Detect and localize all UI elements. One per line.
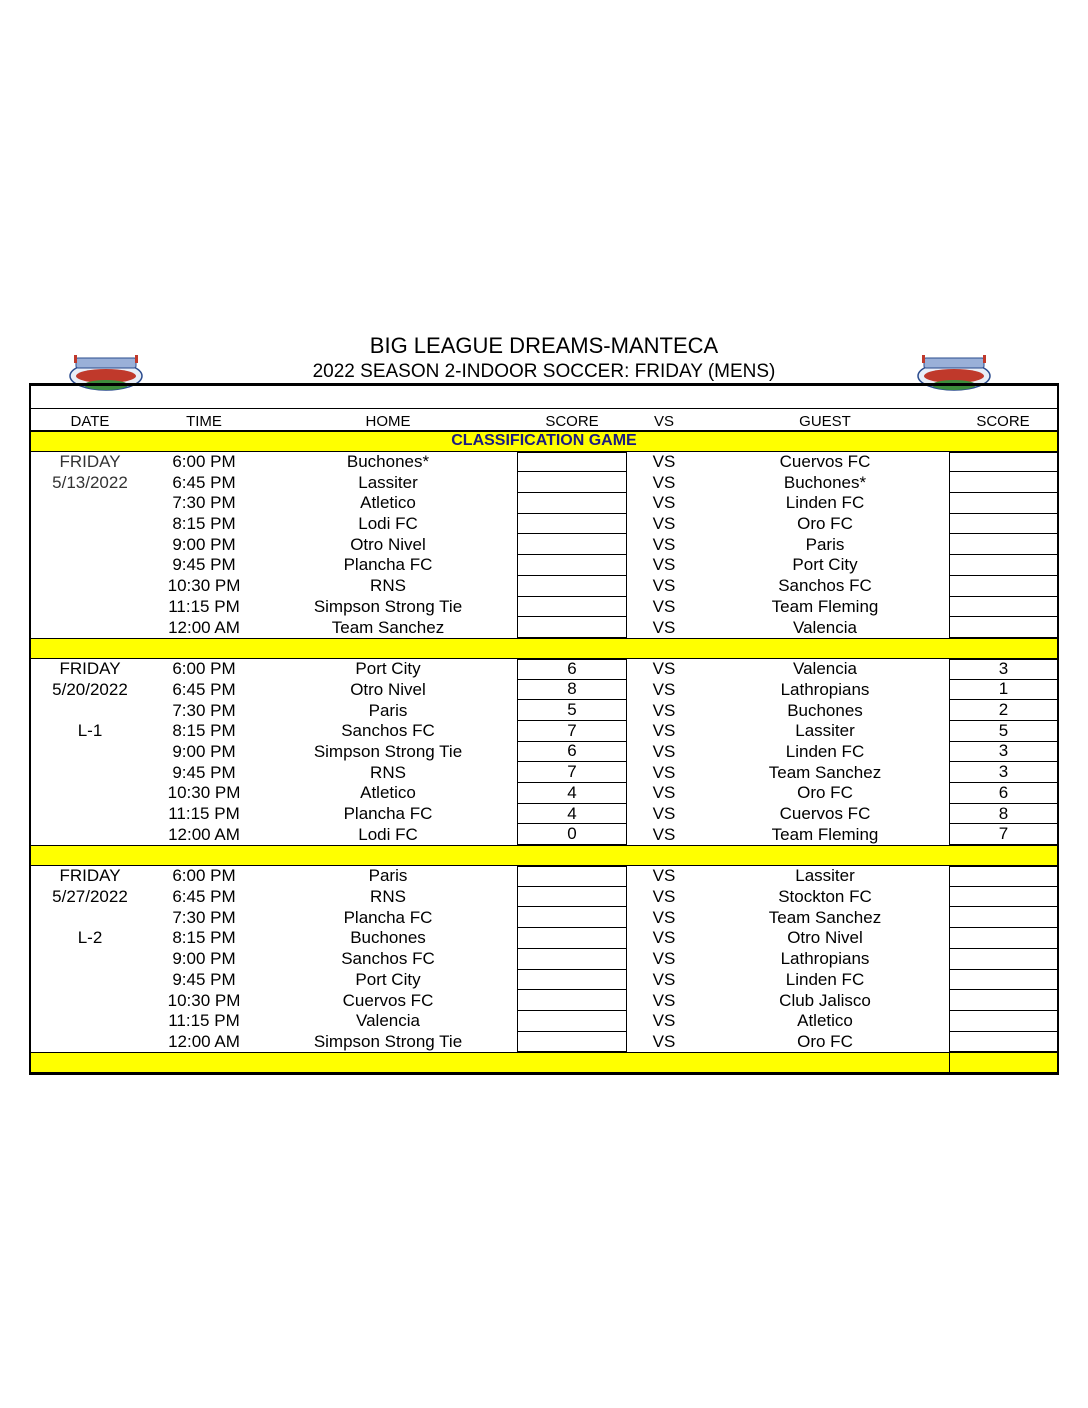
home-score: 6 bbox=[517, 659, 627, 680]
home-team: Simpson Strong Tie bbox=[313, 596, 463, 616]
game-row bbox=[31, 762, 1057, 783]
guest-score bbox=[949, 576, 1057, 597]
vs-label: VS bbox=[652, 679, 676, 699]
week-day: FRIDAY bbox=[59, 659, 121, 679]
game-row bbox=[31, 617, 1057, 638]
date-spacer bbox=[31, 762, 149, 783]
date-spacer bbox=[31, 617, 149, 638]
vs-label: VS bbox=[652, 804, 676, 824]
home-team: Paris bbox=[368, 866, 408, 886]
guest-team: Team Fleming bbox=[771, 824, 879, 844]
game-row bbox=[31, 928, 1057, 949]
date-spacer bbox=[31, 534, 149, 555]
guest-team: Cuervos FC bbox=[779, 452, 871, 472]
game-row bbox=[31, 493, 1057, 514]
guest-team: Paris bbox=[805, 534, 845, 554]
game-row bbox=[31, 866, 1057, 887]
home-team: Atletico bbox=[360, 783, 416, 803]
guest-team: Lassiter bbox=[795, 721, 855, 741]
guest-score: 3 bbox=[949, 762, 1057, 783]
guest-score bbox=[949, 949, 1057, 970]
vs-label: VS bbox=[652, 576, 676, 596]
home-team: Sanchos FC bbox=[341, 721, 435, 741]
game-row bbox=[31, 576, 1057, 597]
game-row bbox=[31, 452, 1057, 473]
home-score bbox=[517, 617, 627, 638]
home-score bbox=[517, 990, 627, 1011]
home-team: Valencia bbox=[356, 1011, 420, 1031]
home-team: Otro Nivel bbox=[350, 534, 426, 554]
home-score bbox=[517, 887, 627, 908]
guest-team: Buchones* bbox=[783, 472, 867, 492]
guest-team: Port City bbox=[792, 555, 858, 575]
vs-label: VS bbox=[652, 659, 676, 679]
guest-team: Atletico bbox=[797, 1011, 853, 1031]
vs-label: VS bbox=[652, 534, 676, 554]
game-time: 6:00 PM bbox=[172, 659, 236, 679]
game-time: 6:00 PM bbox=[172, 452, 236, 472]
home-team: Plancha FC bbox=[343, 907, 433, 927]
game-time: 9:00 PM bbox=[172, 534, 236, 554]
guest-team: Club Jalisco bbox=[779, 990, 871, 1010]
vs-label: VS bbox=[652, 762, 676, 782]
game-row bbox=[31, 783, 1057, 804]
col-time: TIME bbox=[186, 412, 222, 430]
home-team: Otro Nivel bbox=[350, 679, 426, 699]
game-time: 9:45 PM bbox=[172, 762, 236, 782]
guest-team: Linden FC bbox=[785, 969, 865, 989]
game-row bbox=[31, 700, 1057, 721]
home-team: RNS bbox=[370, 887, 406, 907]
schedule-table bbox=[29, 386, 1059, 1075]
date-spacer bbox=[31, 597, 149, 618]
week-date: 5/13/2022 bbox=[52, 472, 128, 492]
date-spacer bbox=[31, 1011, 149, 1032]
game-row bbox=[31, 804, 1057, 825]
home-team: Lassiter bbox=[358, 472, 418, 492]
home-team: Team Sanchez bbox=[331, 617, 445, 637]
guest-team: Cuervos FC bbox=[779, 804, 871, 824]
vs-label: VS bbox=[652, 887, 676, 907]
vs-label: VS bbox=[652, 1031, 676, 1051]
game-row bbox=[31, 1011, 1057, 1032]
guest-team: Lathropians bbox=[780, 949, 870, 969]
vs-label: VS bbox=[652, 1011, 676, 1031]
week-label: L-2 bbox=[77, 928, 103, 948]
home-team: Buchones bbox=[350, 928, 426, 948]
vs-label: VS bbox=[652, 596, 676, 616]
guest-team: Valencia bbox=[793, 659, 857, 679]
game-row bbox=[31, 742, 1057, 763]
guest-score bbox=[949, 452, 1057, 473]
blank-row bbox=[31, 386, 1057, 409]
guest-score bbox=[949, 493, 1057, 514]
weeks bbox=[31, 452, 1057, 1074]
date-spacer bbox=[31, 576, 149, 597]
game-time: 12:00 AM bbox=[168, 1031, 240, 1051]
guest-score bbox=[949, 617, 1057, 638]
vs-label: VS bbox=[652, 721, 676, 741]
guest-score: 2 bbox=[949, 700, 1057, 721]
vs-label: VS bbox=[652, 452, 676, 472]
game-time: 9:00 PM bbox=[172, 949, 236, 969]
game-row bbox=[31, 555, 1057, 576]
week-label bbox=[31, 514, 149, 535]
game-time: 12:00 AM bbox=[168, 824, 240, 844]
guest-team: Sanchos FC bbox=[778, 576, 872, 596]
date-spacer bbox=[31, 824, 149, 845]
home-team: Port City bbox=[355, 969, 421, 989]
guest-score bbox=[949, 534, 1057, 555]
vs-label: VS bbox=[652, 866, 676, 886]
guest-team: Lathropians bbox=[780, 679, 870, 699]
guest-team: Linden FC bbox=[785, 741, 865, 761]
col-vs: VS bbox=[653, 412, 674, 430]
vs-label: VS bbox=[652, 514, 676, 534]
game-row bbox=[31, 970, 1057, 991]
vs-label: VS bbox=[652, 949, 676, 969]
game-time: 9:45 PM bbox=[172, 555, 236, 575]
week-day: FRIDAY bbox=[59, 866, 121, 886]
game-time: 9:45 PM bbox=[172, 969, 236, 989]
vs-label: VS bbox=[652, 700, 676, 720]
home-score bbox=[517, 907, 627, 928]
home-team: Sanchos FC bbox=[341, 949, 435, 969]
game-row bbox=[31, 824, 1057, 845]
game-time: 10:30 PM bbox=[167, 783, 241, 803]
home-score bbox=[517, 949, 627, 970]
game-time: 7:30 PM bbox=[172, 493, 236, 513]
date-spacer bbox=[31, 555, 149, 576]
game-row bbox=[31, 907, 1057, 928]
home-score bbox=[517, 1032, 627, 1053]
game-row bbox=[31, 659, 1057, 680]
classification-banner bbox=[31, 431, 1057, 452]
guest-team: Buchones bbox=[787, 700, 863, 720]
guest-score: 3 bbox=[949, 742, 1057, 763]
game-time: 6:45 PM bbox=[172, 472, 236, 492]
week-separator bbox=[31, 845, 1057, 866]
guest-score: 8 bbox=[949, 804, 1057, 825]
guest-score bbox=[949, 907, 1057, 928]
vs-label: VS bbox=[652, 969, 676, 989]
date-spacer bbox=[31, 742, 149, 763]
home-score bbox=[517, 1011, 627, 1032]
guest-team: Stockton FC bbox=[778, 887, 872, 907]
col-home-score: SCORE bbox=[545, 412, 599, 430]
date-spacer bbox=[31, 700, 149, 721]
home-team: Paris bbox=[368, 700, 408, 720]
guest-team: Otro Nivel bbox=[787, 928, 863, 948]
week-day: FRIDAY bbox=[59, 452, 121, 472]
home-score bbox=[517, 970, 627, 991]
game-time: 8:15 PM bbox=[172, 928, 236, 948]
game-row bbox=[31, 990, 1057, 1011]
guest-team: Valencia bbox=[793, 617, 857, 637]
guest-score: 3 bbox=[949, 659, 1057, 680]
vs-label: VS bbox=[652, 741, 676, 761]
vs-label: VS bbox=[652, 555, 676, 575]
guest-score bbox=[949, 1032, 1057, 1053]
game-time: 10:30 PM bbox=[167, 576, 241, 596]
guest-score bbox=[949, 866, 1057, 887]
game-row bbox=[31, 887, 1057, 908]
guest-score: 1 bbox=[949, 680, 1057, 701]
guest-score: 6 bbox=[949, 783, 1057, 804]
guest-score bbox=[949, 928, 1057, 949]
home-team: Lodi FC bbox=[358, 824, 418, 844]
guest-team: Team Fleming bbox=[771, 596, 879, 616]
date-spacer bbox=[31, 990, 149, 1011]
home-team: Simpson Strong Tie bbox=[313, 1031, 463, 1051]
game-time: 11:15 PM bbox=[168, 804, 240, 824]
home-score bbox=[517, 514, 627, 535]
vs-label: VS bbox=[652, 824, 676, 844]
guest-team: Lassiter bbox=[795, 866, 855, 886]
game-time: 10:30 PM bbox=[167, 990, 241, 1010]
home-score bbox=[517, 452, 627, 473]
home-score bbox=[517, 866, 627, 887]
game-time: 12:00 AM bbox=[168, 617, 240, 637]
column-header-row bbox=[31, 409, 1057, 431]
home-score bbox=[517, 493, 627, 514]
home-score: 4 bbox=[517, 804, 627, 825]
game-row bbox=[31, 949, 1057, 970]
home-score: 0 bbox=[517, 824, 627, 845]
date-spacer bbox=[31, 970, 149, 991]
home-team: Simpson Strong Tie bbox=[313, 741, 463, 761]
guest-score bbox=[949, 514, 1057, 535]
home-score bbox=[517, 534, 627, 555]
vs-label: VS bbox=[652, 907, 676, 927]
guest-team: Team Sanchez bbox=[768, 762, 882, 782]
vs-label: VS bbox=[652, 990, 676, 1010]
game-row bbox=[31, 597, 1057, 618]
home-score: 7 bbox=[517, 762, 627, 783]
week-date: 5/27/2022 bbox=[52, 887, 128, 907]
home-score: 6 bbox=[517, 742, 627, 763]
home-team: Atletico bbox=[360, 493, 416, 513]
guest-score bbox=[949, 970, 1057, 991]
home-score: 5 bbox=[517, 700, 627, 721]
home-team: Port City bbox=[355, 659, 421, 679]
game-row bbox=[31, 472, 1057, 493]
date-spacer bbox=[31, 949, 149, 970]
week-separator bbox=[31, 1052, 1057, 1073]
guest-team: Oro FC bbox=[797, 1031, 853, 1051]
guest-team: Team Sanchez bbox=[768, 907, 882, 927]
date-spacer bbox=[31, 804, 149, 825]
home-team: Cuervos FC bbox=[342, 990, 434, 1010]
guest-score bbox=[949, 597, 1057, 618]
vs-label: VS bbox=[652, 928, 676, 948]
home-team: Plancha FC bbox=[343, 804, 433, 824]
guest-score bbox=[949, 472, 1057, 493]
guest-score bbox=[949, 1011, 1057, 1032]
guest-team: Oro FC bbox=[797, 514, 853, 534]
home-team: Plancha FC bbox=[343, 555, 433, 575]
game-time: 11:15 PM bbox=[168, 1011, 240, 1031]
guest-score: 5 bbox=[949, 721, 1057, 742]
game-time: 6:45 PM bbox=[172, 887, 236, 907]
home-score: 8 bbox=[517, 680, 627, 701]
guest-score: 7 bbox=[949, 824, 1057, 845]
week-date: 5/20/2022 bbox=[52, 679, 128, 699]
home-score: 7 bbox=[517, 721, 627, 742]
guest-score bbox=[949, 887, 1057, 908]
vs-label: VS bbox=[652, 617, 676, 637]
guest-team: Oro FC bbox=[797, 783, 853, 803]
week-separator bbox=[31, 638, 1057, 659]
vs-label: VS bbox=[652, 493, 676, 513]
game-time: 6:45 PM bbox=[172, 679, 236, 699]
week-label: L-1 bbox=[77, 721, 103, 741]
guest-score bbox=[949, 990, 1057, 1011]
home-team: Buchones* bbox=[346, 452, 430, 472]
game-row bbox=[31, 1032, 1057, 1053]
home-score bbox=[517, 928, 627, 949]
game-row bbox=[31, 514, 1057, 535]
banner-text: CLASSIFICATION GAME bbox=[451, 431, 637, 449]
home-team: RNS bbox=[370, 576, 406, 596]
col-home: HOME bbox=[365, 412, 411, 430]
vs-label: VS bbox=[652, 783, 676, 803]
home-score bbox=[517, 555, 627, 576]
game-row bbox=[31, 680, 1057, 701]
game-time: 6:00 PM bbox=[172, 866, 236, 886]
col-guest-score: SCORE bbox=[976, 412, 1030, 430]
date-spacer bbox=[31, 493, 149, 514]
col-date: DATE bbox=[70, 412, 110, 430]
page-title: BIG LEAGUE DREAMS-MANTECA bbox=[369, 333, 719, 358]
date-spacer bbox=[31, 783, 149, 804]
game-time: 8:15 PM bbox=[172, 514, 236, 534]
game-row bbox=[31, 721, 1057, 742]
separator-divider bbox=[949, 1053, 950, 1072]
game-time: 7:30 PM bbox=[172, 907, 236, 927]
home-score: 4 bbox=[517, 783, 627, 804]
date-spacer bbox=[31, 907, 149, 928]
guest-score bbox=[949, 555, 1057, 576]
home-score bbox=[517, 597, 627, 618]
guest-team: Linden FC bbox=[785, 493, 865, 513]
game-time: 9:00 PM bbox=[172, 741, 236, 761]
game-row bbox=[31, 534, 1057, 555]
home-team: RNS bbox=[370, 762, 406, 782]
home-score bbox=[517, 472, 627, 493]
vs-label: VS bbox=[652, 472, 676, 492]
game-time: 8:15 PM bbox=[172, 721, 236, 741]
home-team: Lodi FC bbox=[358, 514, 418, 534]
date-spacer bbox=[31, 1032, 149, 1053]
home-score bbox=[517, 576, 627, 597]
game-time: 7:30 PM bbox=[172, 700, 236, 720]
game-time: 11:15 PM bbox=[168, 596, 240, 616]
page-subtitle: 2022 SEASON 2-INDOOR SOCCER: FRIDAY (MENS) bbox=[312, 361, 776, 382]
col-guest: GUEST bbox=[799, 412, 851, 430]
